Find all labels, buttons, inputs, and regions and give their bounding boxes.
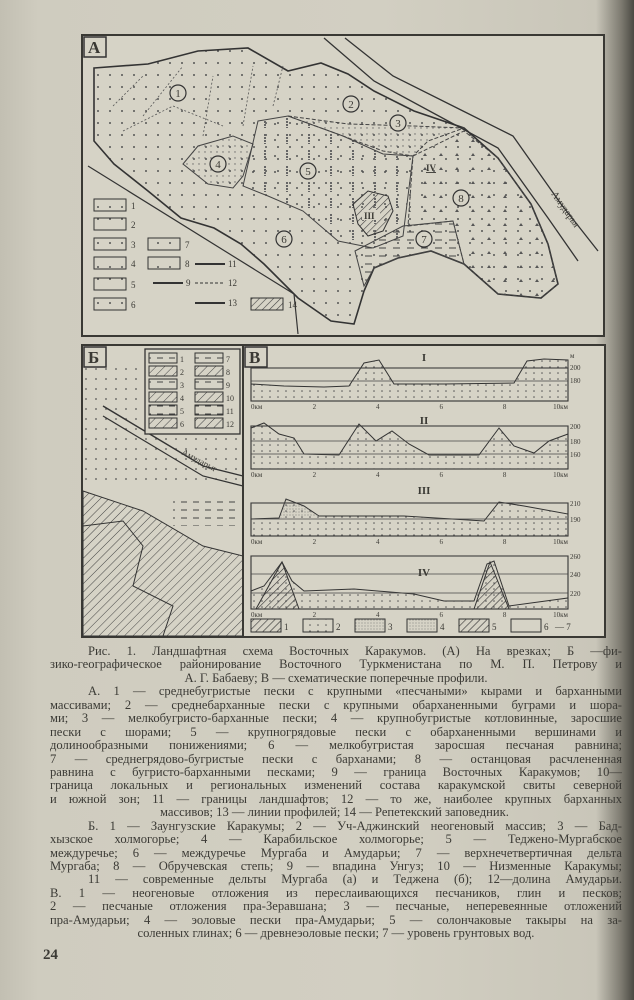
legend-number: 9 (226, 381, 230, 390)
legend-swatch (94, 257, 126, 269)
legend-swatch (149, 418, 177, 428)
legend-number: 3 (131, 240, 136, 250)
legend-number: 13 (228, 298, 237, 308)
legend-swatch (149, 392, 177, 402)
y-tick-label: 200 (570, 423, 581, 431)
legend-number: 12 (228, 278, 237, 288)
figure-panel-v (242, 344, 606, 638)
profile-id: III (417, 485, 431, 497)
panel-label-b: Б (88, 348, 100, 367)
legend-number: 9 (186, 278, 191, 288)
legend-swatch (251, 619, 281, 632)
regionalization-map (83, 346, 243, 636)
region-number: 5 (305, 166, 311, 178)
legend-a-line: долинообразными понижениями; 6 — мелкобугристая заросшая песчаная равнина; (50, 738, 622, 753)
x-tick-label: 2 (312, 403, 317, 411)
legend-b-line: междуречье; 6 — междуречье Мургаба и Амударьи; 7 — верхнечетвертичная дельта (50, 845, 622, 860)
region-8-area (408, 131, 558, 298)
legend-swatch (195, 392, 223, 402)
legend-swatch (148, 238, 180, 250)
legend-b-line: Мургаба; 8 — Обручевская степь; 9 — впадина Унгуз; 10 — Низменные Каракумы; (50, 859, 622, 873)
legend-a-line: массивами; 2 — среднебарханные пески с крупными обарханенными буграми и шора- (50, 697, 622, 712)
page-number: 24 (43, 947, 58, 963)
river-label: Амударья (180, 446, 218, 474)
legend-a-line: ми; 3 — мелкобугристо-барханные пески; 4 — крупнобугристые котловинные, заросшие (50, 711, 622, 726)
legend-number: 11 (226, 407, 234, 416)
x-tick-label: 0км (251, 403, 263, 411)
profile-id: II (419, 415, 429, 427)
y-tick-label: 200 (570, 364, 581, 372)
x-tick-label: 10км (553, 538, 568, 546)
legend-number: 1 (284, 622, 289, 632)
x-tick-label: 8 (502, 538, 507, 546)
region-number: 2 (348, 99, 354, 111)
legend-a-line: массивов; 13 — линии профилей; 14 — Репетекский заповедник. (160, 805, 509, 820)
legend-b-line: Б. 1 — Заунгузские Каракумы; 2 — Уч-Аджинский неогеновый массив; 3 — Бад- (88, 818, 622, 833)
lowland-area (173, 496, 241, 526)
legend-swatch (148, 257, 180, 269)
legend-swatch (149, 405, 177, 415)
x-tick-label: 10км (553, 611, 568, 619)
profile-i-surface (251, 359, 568, 401)
x-tick-label: 8 (502, 403, 507, 411)
legend-swatch (511, 619, 541, 632)
y-tick-label: 180 (570, 438, 581, 446)
x-tick-label: 6 (439, 611, 443, 619)
region-number: 4 (215, 159, 221, 171)
legend-swatch (94, 298, 126, 310)
legend-v-line: В. 1 — неогеновые отложения из переслаивающихся песчаников, глин и песков; (50, 885, 622, 900)
legend-a-line: пески с шорами; 5 — крупногрядовые пески с обарханенными вершинами и (50, 724, 622, 739)
cross-profiles (244, 346, 604, 636)
y-tick-label: 240 (570, 571, 581, 579)
panel-label-v: В (249, 348, 261, 367)
region-number: 1 (175, 88, 181, 100)
legend-number: 2 (180, 368, 184, 377)
legend-a-line: граница локальных и региональных изменений состава каракумской свиты северной (50, 778, 622, 793)
legend-swatch (94, 238, 126, 250)
legend-b-line: хызское холмогорье; 4 — Карабильское холмогорье; 5 — Теджено-Мургабское (50, 832, 622, 847)
x-tick-label: 6 (439, 471, 443, 479)
x-tick-label: 0км (251, 538, 263, 546)
legend-number: 5 (492, 622, 497, 632)
legend-swatch (195, 418, 223, 428)
caption-line: А. Г. Бабаеву; В — схематические поперечные профили. (184, 670, 488, 685)
legend-b-line: 11 — современные дельты Мургаба (а) и Теджена (б); 12—долина Амударьи. (88, 872, 622, 887)
profile-mark-iv: IV (426, 163, 437, 173)
x-tick-label: 4 (376, 471, 380, 479)
region-number: 7 (421, 234, 427, 246)
x-tick-label: 10км (553, 403, 568, 411)
legend-v-line: соленных глинах; 6 — древнеэоловые пески; 7 — уровень грунтовых вод. (137, 926, 535, 941)
legend-number: 10 (226, 394, 234, 403)
legend-number: 3 (180, 381, 184, 390)
x-tick-label: 10км (553, 471, 568, 479)
river-label: Амударья (548, 189, 582, 230)
x-tick-label: 4 (376, 538, 380, 546)
legend-a-line: 7 — среднегрядово-бугристые пески с барханами; 8 — останцовая расчлененная (50, 751, 622, 766)
region-number: 8 (458, 193, 464, 205)
x-tick-label: 2 (312, 538, 317, 546)
x-tick-label: 4 (376, 611, 380, 619)
legend-swatch (251, 298, 283, 310)
legend-swatch (195, 405, 223, 415)
legend-number: 5 (131, 280, 136, 290)
x-tick-label: 0км (251, 611, 263, 619)
x-tick-label: 8 (502, 471, 507, 479)
x-tick-label: 2 (312, 611, 317, 619)
region-number: 6 (281, 234, 287, 246)
legend-number: 6 (180, 420, 184, 429)
x-tick-label: 2 (312, 471, 317, 479)
legend-a-line: и южной зон; 11 — границы ландшафтов; 12 — то же, наиболее крупных барханных (50, 791, 622, 806)
legend-number: 4 (440, 622, 445, 632)
figure-panel-b (81, 344, 244, 638)
legend-swatch (149, 353, 177, 363)
legend-number: 3 (388, 622, 393, 632)
profile-mark-iii: III (364, 211, 375, 221)
legend-swatch (94, 199, 126, 211)
legend-swatch (303, 619, 333, 632)
caption-line: Рис. 1. Ландшафтная схема Восточных Каракумов. (А) На врезках; Б —фи- (88, 644, 622, 658)
profile-legend (251, 619, 571, 632)
legend-swatch (459, 619, 489, 632)
profile-id: IV (417, 567, 431, 579)
legend-swatch (355, 619, 385, 632)
profile-ii-surface (251, 423, 568, 469)
legend-number: 8 (185, 259, 190, 269)
y-tick-label: 260 (570, 553, 581, 561)
legend-number: 11 (228, 259, 237, 269)
legend-swatch (94, 278, 126, 290)
legend-number: 7 (185, 240, 190, 250)
legend-swatch (149, 366, 177, 376)
caption-line: зико-географическое районирование Восточного Туркменистана по М. П. Петрову и (50, 657, 622, 672)
legend-number: 4 (180, 394, 184, 403)
legend-a-line: А. 1 — среднебугристые пески с крупными «песчаными» кырами и барханными (88, 684, 622, 699)
x-tick-label: 6 (439, 538, 443, 546)
y-tick-label: м (570, 352, 575, 360)
figure-caption (50, 645, 622, 941)
x-tick-label: 8 (502, 611, 507, 619)
x-tick-label: 0км (251, 471, 263, 479)
legend-v-line: пра-Амударьи; 4 — эоловые пески пра-Амударьи; 5 — солончаковые такыры на за- (50, 912, 622, 927)
legend-number: 14 (288, 300, 297, 310)
legend-number: 1 (180, 355, 184, 364)
legend-swatch (195, 379, 223, 389)
y-tick-label: 190 (570, 516, 581, 524)
region-number: 3 (395, 118, 401, 130)
landscape-map (83, 36, 603, 336)
legend-swatch (94, 218, 126, 230)
legend-number: 12 (226, 420, 234, 429)
y-tick-label: 210 (570, 500, 581, 508)
legend-number: 7 (226, 355, 230, 364)
legend-number: 4 (131, 259, 136, 269)
legend-v-line: 2 — песчаные отложения пра-Зеравшана; 3 — песчаные, неперевеянные отложений (50, 899, 622, 914)
y-tick-label: 220 (570, 590, 581, 598)
legend-swatch (407, 619, 437, 632)
x-tick-label: 6 (439, 403, 443, 411)
y-tick-label: 180 (570, 377, 581, 385)
figure-panel-a (81, 34, 605, 337)
legend-number: 2 (131, 220, 136, 230)
legend-swatch (149, 379, 177, 389)
eolian-sand-fill (279, 499, 319, 518)
legend-number: 8 (226, 368, 230, 377)
legend-swatch (195, 366, 223, 376)
x-tick-label: 4 (376, 403, 380, 411)
legend-number: 5 (180, 407, 184, 416)
legend-swatch (195, 353, 223, 363)
legend-number: 2 (336, 622, 341, 632)
legend-number: 1 (131, 201, 136, 211)
profile-id: I (421, 352, 427, 364)
panel-label-a: А (88, 38, 101, 57)
legend-number: — 7 (555, 622, 571, 632)
y-tick-label: 160 (570, 451, 581, 459)
legend-number: 6 (544, 622, 549, 632)
legend-number: 6 (131, 300, 136, 310)
legend-a-line: равнина с бугристо-барханными песками; 9 — граница Восточных Каракумов; 10— (50, 764, 622, 779)
profile-iv-surface (251, 561, 568, 609)
